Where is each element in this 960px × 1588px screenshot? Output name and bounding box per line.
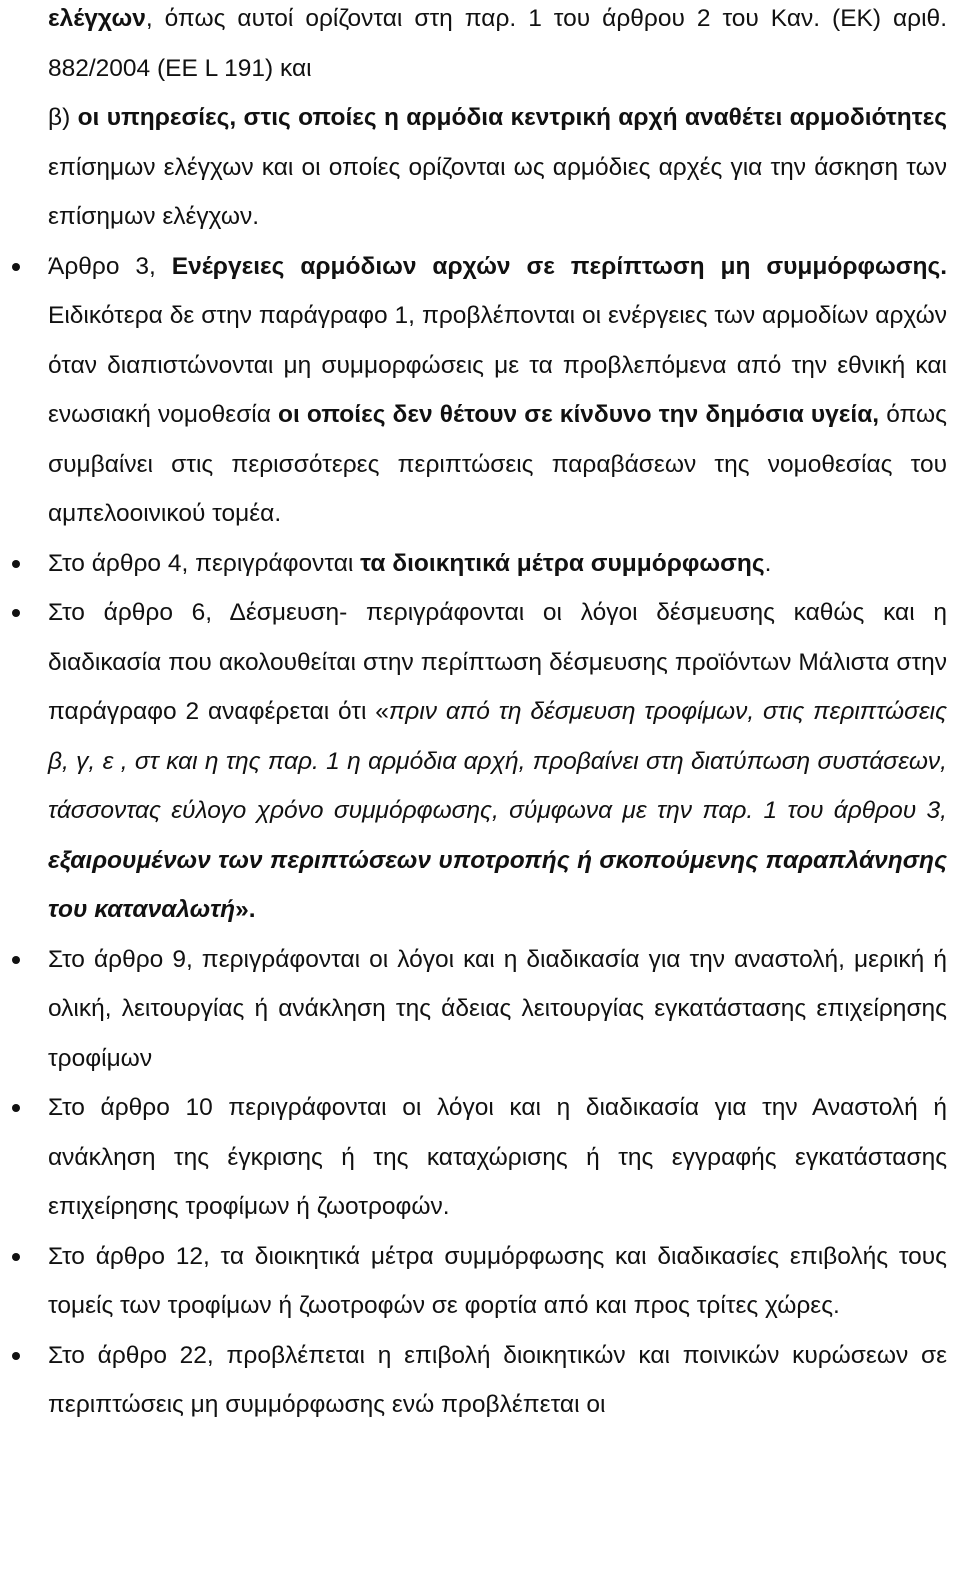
- bullet-item-article-6: [48, 588, 947, 935]
- bullet-item-article-22: [48, 1331, 947, 1430]
- bold-span: Ενέργειες αρμόδιων αρχών σε περίπτωση μη συμμόρφωσης.: [171, 252, 947, 280]
- intro-paragraph-2: [48, 93, 947, 242]
- bold-span: οι οποίες δεν θέτουν σε κίνδυνο την δημόσια υγεία,: [278, 401, 880, 428]
- text-span: όπως συμβαίνει στις περισσότερες περιπτώσεις παραβάσεων της νομοθεσίας του αμπελοοινικού τομέα.: [48, 401, 947, 527]
- italic-span: πριν από τη δέσμευση τροφίμων, στις περιπτώσεις β, γ, ε , στ και η της παρ. 1 η αρμόδια αρχή, προβαίνει στη διατύπωση συστάσεων, τάσσοντας εύλογο χρόνο συμμόρφωσης, σύμφωνα με την παρ. 1 του άρθρου 3,: [48, 698, 948, 824]
- bold-span: τα διοικητικά μέτρα συμμόρφωσης: [360, 549, 765, 577]
- bold-italic-span: εξαιρουμένων των περιπτώσεων υποτροπής ή σκοπούμενης παραπλάνησης του καταναλωτή: [48, 846, 947, 923]
- text-span: Στο άρθρο 6, Δέσμευση- περιγράφονται οι λόγοι δέσμευσης καθώς και η διαδικασία που ακολουθείται στην περίπτωση δέσμευσης προϊόντων Μάλιστα στην παράγραφο 2 αναφέρεται ότι «: [48, 599, 947, 725]
- bullet-item-article-10: [48, 1083, 947, 1232]
- text-span: Στο άρθρο 9, περιγράφονται οι λόγοι και η διαδικασία για την αναστολή, μερική ή ολική, λειτουργίας ή ανάκληση της άδειας λειτουργίας εγκατάστασης επιχείρησης τροφίμων: [48, 945, 947, 1072]
- bullet-item-article-12: [48, 1232, 947, 1331]
- bullet-dot-icon: [12, 1104, 20, 1112]
- bold-span: [48, 847, 947, 924]
- text-span: Στο άρθρο 4, περιγράφονται: [48, 549, 361, 577]
- bold-span: ελέγχων: [48, 5, 146, 32]
- text-span: επίσημων ελέγχων και οι οποίες ορίζονται ως αρμόδιες αρχές για την άσκηση των επίσημων ελέγχων.: [48, 153, 947, 230]
- bullet-item-article-9: [48, 935, 947, 1084]
- bold-span: ».: [235, 896, 256, 923]
- text-span: Στο άρθρο 10 περιγράφονται οι λόγοι και η διαδικασία για την Αναστολή ή ανάκληση της έγκρισης ή της καταχώρισης ή της εγγραφής εγκατάστασης επιχείρησης τροφίμων ή ζωοτροφών.: [48, 1094, 947, 1220]
- bullet-item-article-4: [48, 539, 947, 589]
- text-span: Ειδικότερα δε στην παράγραφο 1, προβλέπονται οι ενέργειες των αρμοδίων αρχών όταν διαπιστώνονται μη συμμορφώσεις με τα προβλεπόμενα από την εθνική και ενωσιακή νομοθεσία: [48, 302, 947, 428]
- bullet-dot-icon: [12, 956, 20, 964]
- text-span: .: [764, 549, 772, 577]
- bullet-dot-icon: [12, 1352, 20, 1360]
- text-span: Στο άρθρο 12, τα διοικητικά μέτρα συμμόρφωσης και διαδικασίες επιβολής τους τομείς των τροφίμων ή ζωοτροφών σε φορτία από και προς τρίτες χώρες.: [48, 1242, 947, 1319]
- bullet-list: [48, 242, 947, 1430]
- text-span: β): [48, 104, 78, 131]
- bullet-dot-icon: [12, 1253, 20, 1261]
- bullet-dot-icon: [12, 263, 20, 271]
- bold-span: οι υπηρεσίες, στις οποίες η αρμόδια κεντρική αρχή αναθέτει αρμοδιότητες: [77, 104, 947, 131]
- text-span: , όπως αυτοί ορίζονται στη παρ. 1 του άρθρου 2 του Καν. (ΕΚ) αριθ. 882/2004 (ΕΕ L 191) και: [48, 5, 947, 82]
- bullet-dot-icon: [12, 609, 20, 617]
- bullet-item-article-3: [48, 242, 947, 539]
- text-span: Άρθρο 3,: [48, 252, 172, 280]
- text-span: Στο άρθρο 22, προβλέπεται η επιβολή διοικητικών και ποινικών κυρώσεων σε περιπτώσεις μη συμμόρφωσης ενώ προβλέπεται οι: [48, 1341, 947, 1418]
- intro-paragraph-1: [48, 0, 947, 93]
- bullet-dot-icon: [12, 560, 20, 568]
